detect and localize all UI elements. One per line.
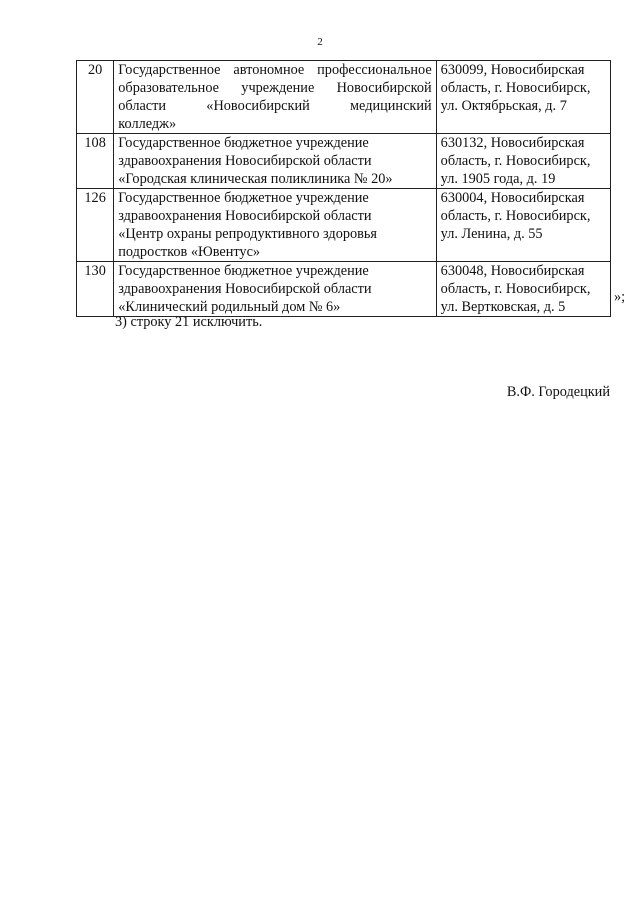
row-number: 108 <box>77 134 114 189</box>
address-line: 630132, Новосибирская <box>440 135 585 151</box>
name-line: «Клинический родильный дом № 6» <box>118 299 341 315</box>
signature-name: В.Ф. Городецкий <box>506 384 610 400</box>
table-row <box>77 262 611 317</box>
organization-name <box>114 61 436 134</box>
address-line: 630099, Новосибирская <box>440 62 585 78</box>
name-line: Государственное бюджетное учреждение <box>118 263 369 279</box>
closing-quote: »; <box>614 289 626 305</box>
name-line: Государственное автономное профессиональное <box>118 62 432 78</box>
name-line: области «Новосибирский медицинский <box>118 98 432 114</box>
address-line: область, г. Новосибирск, <box>440 281 591 297</box>
table-row <box>77 189 611 262</box>
amendment-item-3: 3) строку 21 исключить. <box>115 314 263 330</box>
address-line: 630004, Новосибирская <box>440 190 585 206</box>
name-line: здравоохранения Новосибирской области <box>118 281 372 297</box>
page-number: 2 <box>317 36 323 48</box>
address-line: 630048, Новосибирская <box>440 263 585 279</box>
name-line: здравоохранения Новосибирской области <box>118 208 372 224</box>
row-number: 130 <box>77 262 114 317</box>
address-line: область, г. Новосибирск, <box>440 153 591 169</box>
organizations-table <box>76 60 611 317</box>
name-line: подростков «Ювентус» <box>118 244 261 260</box>
name-line: «Городская клиническая поликлиника № 20» <box>118 171 393 187</box>
organization-name <box>114 189 436 262</box>
organization-name <box>114 134 436 189</box>
name-line: «Центр охраны репродуктивного здоровья <box>118 226 377 242</box>
organization-name <box>114 262 436 317</box>
row-number: 126 <box>77 189 114 262</box>
name-line: Государственное бюджетное учреждение <box>118 190 369 206</box>
table-row <box>77 61 611 134</box>
address-line: область, г. Новосибирск, <box>440 80 591 96</box>
name-line: Государственное бюджетное учреждение <box>118 135 369 151</box>
row-number: 20 <box>77 61 114 134</box>
table-row <box>77 134 611 189</box>
address-line: ул. 1905 года, д. 19 <box>440 171 556 187</box>
organization-address <box>436 262 610 317</box>
organization-address <box>436 134 610 189</box>
address-line: ул. Ленина, д. 55 <box>440 226 543 242</box>
organization-address <box>436 189 610 262</box>
name-line: колледж» <box>118 116 177 132</box>
address-line: область, г. Новосибирск, <box>440 208 591 224</box>
organization-address <box>436 61 610 134</box>
address-line: ул. Октябрьская, д. 7 <box>440 98 567 114</box>
name-line: образовательное учреждение Новосибирской <box>118 80 432 96</box>
name-line: здравоохранения Новосибирской области <box>118 153 372 169</box>
address-line: ул. Вертковская, д. 5 <box>440 299 566 315</box>
